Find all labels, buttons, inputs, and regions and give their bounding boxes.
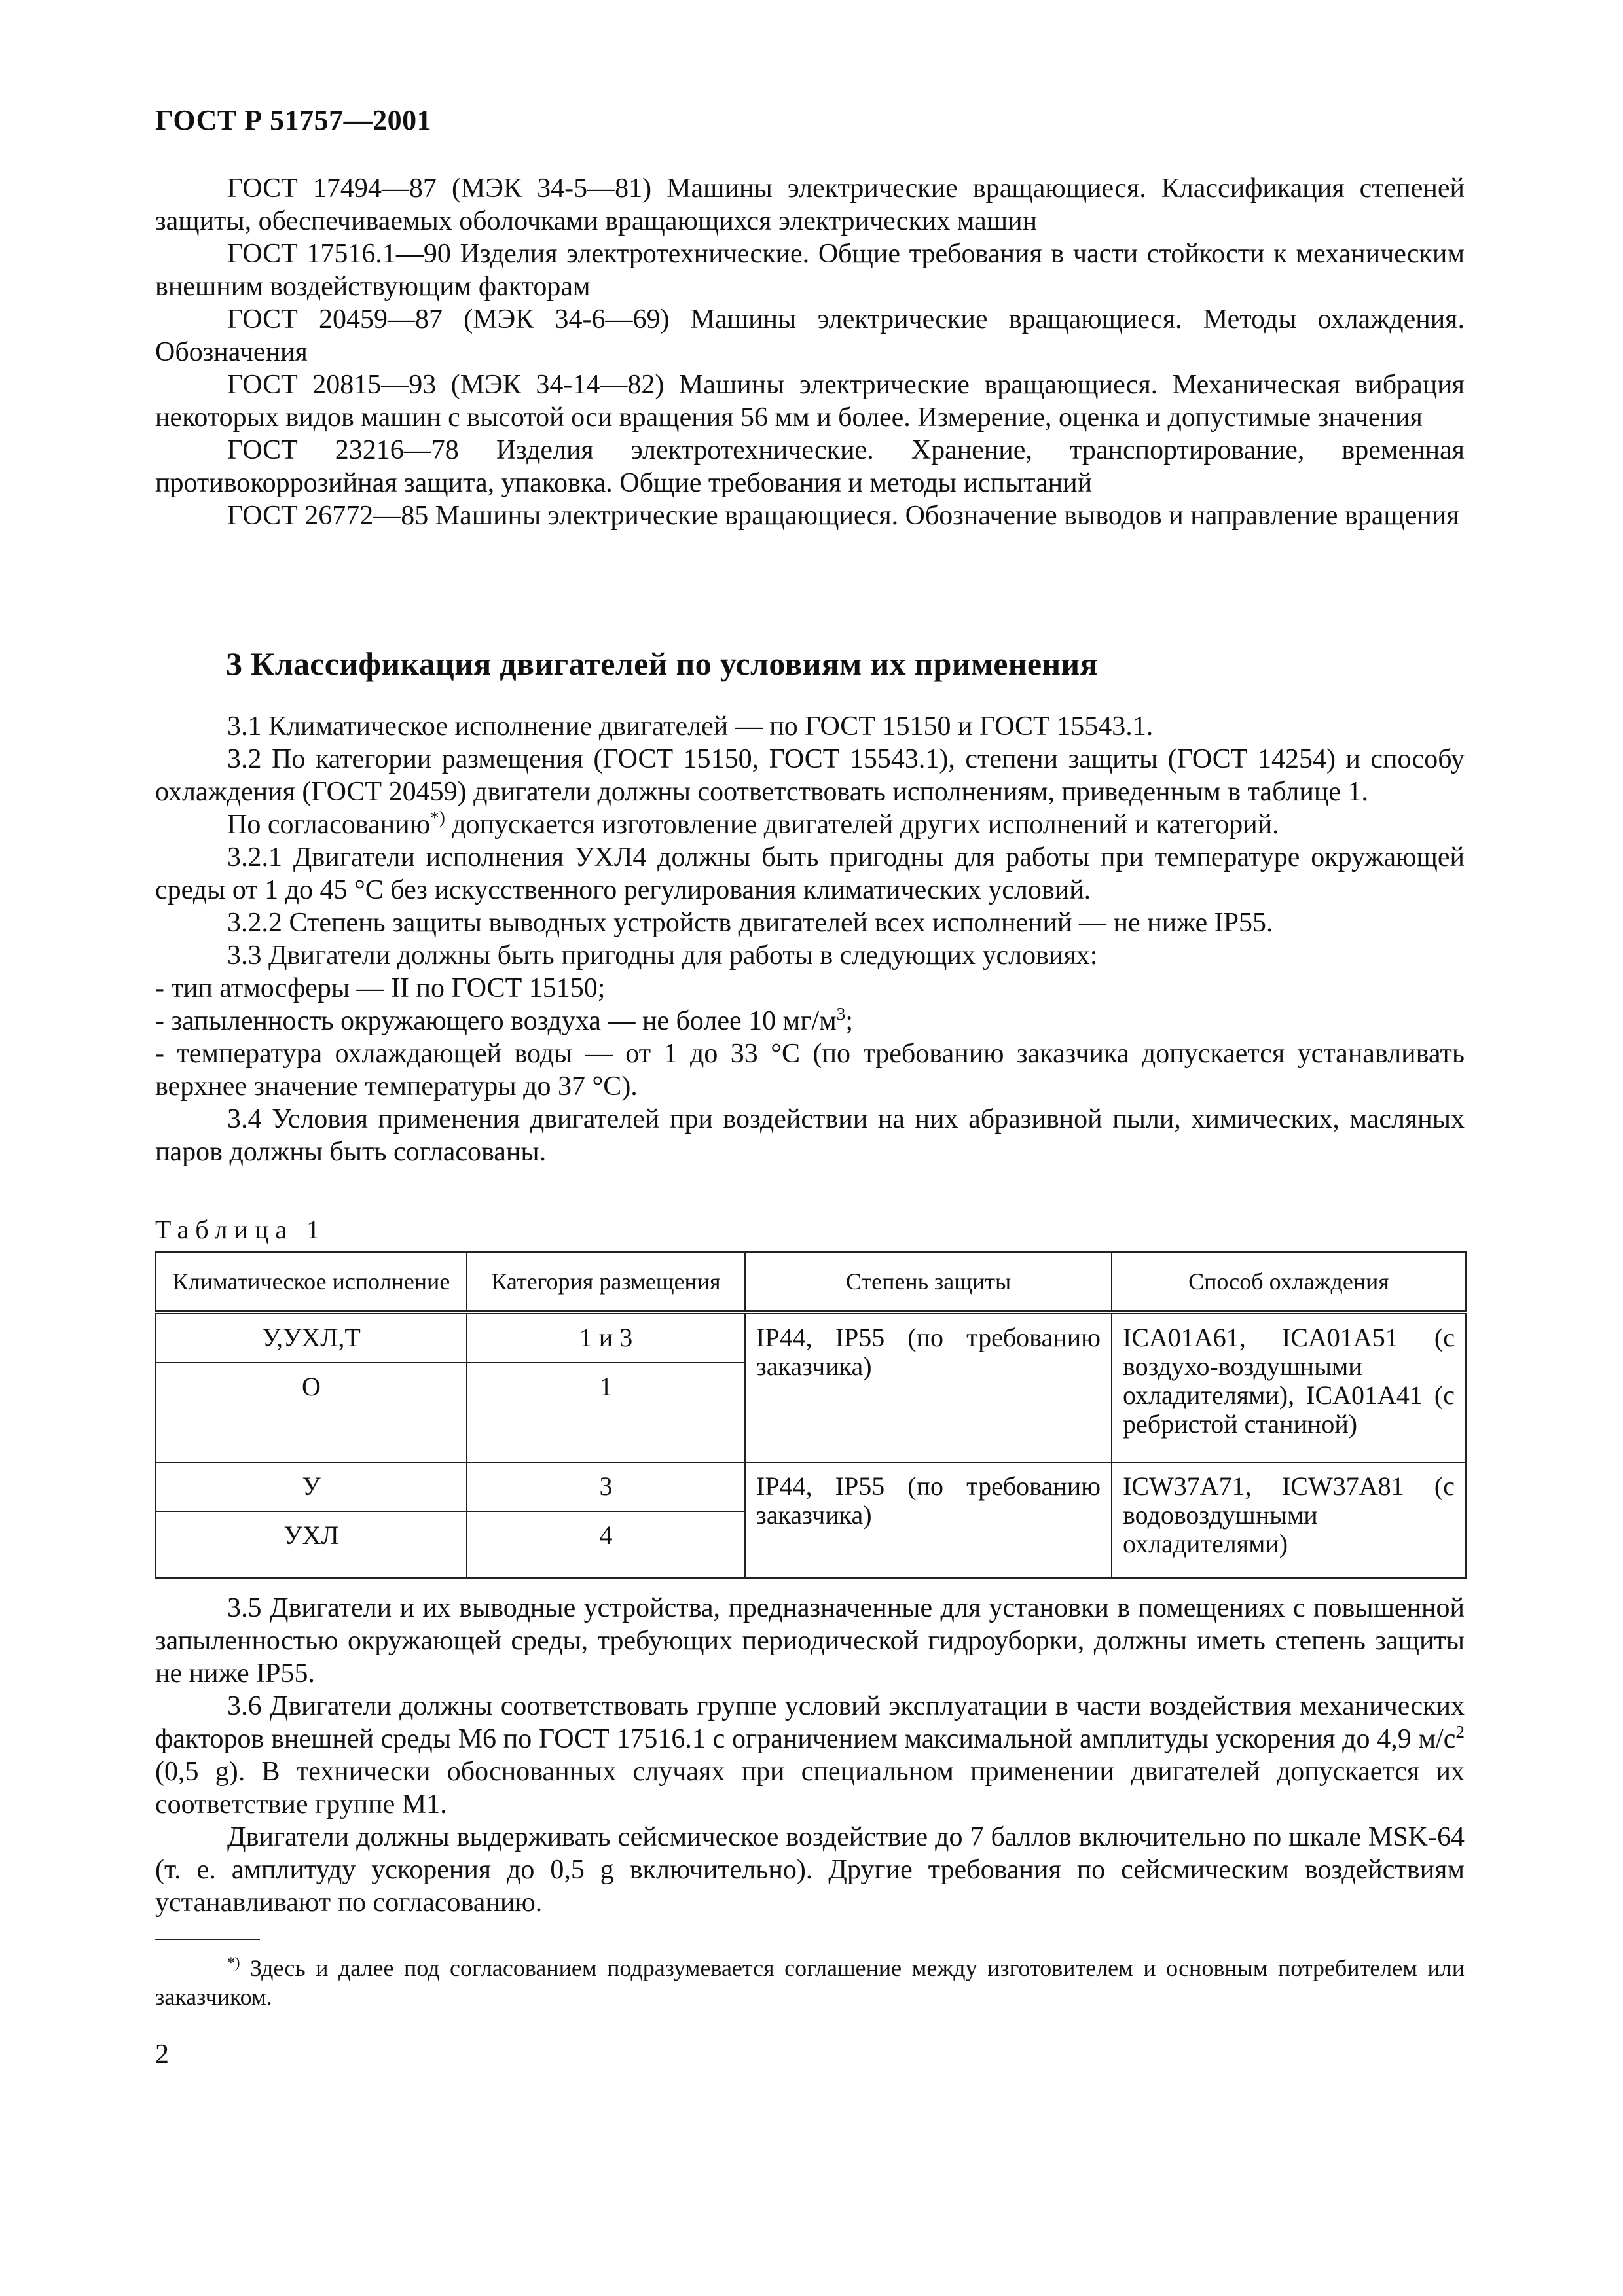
paragraph-3-5: 3.5 Двигатели и их выводные устройства, предназначенные для установки в помещениях с повышенной запыленностью окружающей среды, требующих периодической гидроуборки, должны иметь степень защиты не ниже IP55. bbox=[155, 1593, 1465, 1689]
paragraph-3-1: 3.1 Климатическое исполнение двигателей — по ГОСТ 15150 и ГОСТ 15543.1. bbox=[227, 711, 1154, 742]
cell-climate: У,УХЛ,Т bbox=[156, 1312, 467, 1363]
agreement-text-rest: допускается изготовление двигателей других исполнений и категорий. bbox=[445, 810, 1279, 840]
table-row bbox=[156, 1462, 1466, 1511]
reference-item: ГОСТ 23216—78 Изделия электротехнические. Хранение, транспортирование, временная противокоррозийная защита, упаковка. Общие требования и методы испытаний bbox=[155, 435, 1465, 498]
cell-climate: У bbox=[156, 1462, 467, 1511]
footnote bbox=[155, 1954, 1465, 2011]
paragraph-3-6-rest: (0,5 g). В технически обоснованных случаях при специальном применении двигателей допускается их соответствие группе М1. bbox=[155, 1757, 1465, 1820]
paragraph-3-6-text: 3.6 Двигатели должны соответствовать группе условий эксплуатации в части воздействия механических факторов внешней среды М6 по ГОСТ 17516.1 с ограничением максимальной амплитуды ускорения до 4,9 м/с bbox=[155, 1691, 1465, 1754]
page-number: 2 bbox=[155, 2039, 169, 2070]
table-header-row bbox=[156, 1252, 1466, 1312]
list-item bbox=[155, 1005, 1465, 1037]
cell-category: 4 bbox=[467, 1511, 745, 1578]
cell-category: 1 bbox=[467, 1363, 745, 1462]
cell-climate: О bbox=[156, 1363, 467, 1462]
list-item-text: - запыленность окружающего воздуха — не более 10 мг/м bbox=[155, 1006, 837, 1036]
cell-category: 1 и 3 bbox=[467, 1312, 745, 1363]
superscript: 2 bbox=[1455, 1722, 1465, 1742]
header-category: Категория размещения bbox=[467, 1252, 745, 1312]
paragraph-3-4: 3.4 Условия применения двигателей при воздействии на них абразивной пыли, химических, масляных паров должны быть согласованы. bbox=[155, 1104, 1465, 1167]
footnote-marker: *) bbox=[227, 1954, 240, 1971]
header-climate: Климатическое исполнение bbox=[156, 1252, 467, 1312]
header-protection: Степень защиты bbox=[745, 1252, 1112, 1312]
reference-item: ГОСТ 20459—87 (МЭК 34-6—69) Машины электрические вращающиеся. Методы охлаждения. Обозначения bbox=[155, 304, 1465, 367]
table-1 bbox=[155, 1251, 1467, 1579]
paragraph-3-3: 3.3 Двигатели должны быть пригодны для работы в следующих условиях: bbox=[227, 941, 1098, 971]
reference-item: ГОСТ 26772—85 Машины электрические вращающиеся. Обозначение выводов и направление вращения bbox=[227, 501, 1459, 531]
paragraph-seismic: Двигатели должны выдерживать сейсмическое воздействие до 7 баллов включительно по шкале MSK-64 (т. е. амплитуду ускорения до 0,5 g включительно). Другие требования по сейсмическим воздействиям устанавливают по согласованию. bbox=[155, 1822, 1465, 1918]
reference-item: ГОСТ 17494—87 (МЭК 34-5—81) Машины электрические вращающиеся. Классификация степеней защиты, обеспечиваемых оболочками вращающихся электрических машин bbox=[155, 173, 1465, 236]
agreement-text: По согласованию bbox=[227, 810, 431, 840]
list-item-end: ; bbox=[845, 1006, 853, 1036]
list-item: - температура охлаждающей воды — от 1 до 33 °С (по требованию заказчика допускается устанавливать верхнее значение температуры до 37 °С). bbox=[155, 1039, 1465, 1102]
reference-item: ГОСТ 17516.1—90 Изделия электротехнические. Общие требования в части стойкости к механическим внешним воздействующим факторам bbox=[155, 239, 1465, 302]
table-caption: Таблица 1 bbox=[155, 1215, 327, 1244]
section-title: 3 Классификация двигателей по условиям их применения bbox=[226, 645, 1098, 682]
paragraph-3-2-1: 3.2.1 Двигатели исполнения УХЛ4 должны быть пригодны для работы при температуре окружающей среды от 1 до 45 °С без искусственного регулирования климатических условий. bbox=[155, 842, 1465, 905]
cell-protection: IP44, IP55 (по требованию заказчика) bbox=[745, 1312, 1112, 1462]
cell-climate: УХЛ bbox=[156, 1511, 467, 1578]
header-cooling: Способ охлаждения bbox=[1112, 1252, 1466, 1312]
cell-category: 3 bbox=[467, 1462, 745, 1511]
footnote-text bbox=[155, 1954, 1465, 2011]
footnote-body: Здесь и далее под согласованием подразумевается соглашение между изготовителем и основным потребителем или заказчиком. bbox=[155, 1955, 1465, 2010]
list-item: - тип атмосферы — II по ГОСТ 15150; bbox=[155, 973, 606, 1003]
paragraph-agreement bbox=[155, 808, 1465, 841]
reference-item: ГОСТ 20815—93 (МЭК 34-14—82) Машины электрические вращающиеся. Механическая вибрация некоторых видов машин с высотой оси вращения 56 мм и более. Измерение, оценка и допустимые значения bbox=[155, 370, 1465, 433]
normative-references bbox=[155, 172, 1465, 532]
cell-cooling: ICW37A71, ICW37A81 (с водовоздушными охладителями) bbox=[1112, 1462, 1466, 1578]
document-header: ГОСТ Р 51757—2001 bbox=[155, 104, 432, 136]
paragraph-3-2-2: 3.2.2 Степень защиты выводных устройств двигателей всех исполнений — не ниже IP55. bbox=[227, 908, 1273, 938]
cell-cooling: ICA01A61, ICA01A51 (с воздухо-воздушными охладителями), ICA01A41 (с ребристой станиной) bbox=[1112, 1312, 1466, 1462]
section-3-body bbox=[155, 710, 1465, 1168]
cell-protection: IP44, IP55 (по требованию заказчика) bbox=[745, 1462, 1112, 1578]
footnote-marker: *) bbox=[430, 808, 445, 827]
after-table-body bbox=[155, 1592, 1465, 1919]
footnote-separator bbox=[155, 1939, 260, 1940]
paragraph-3-6 bbox=[155, 1690, 1465, 1821]
table-row bbox=[156, 1312, 1466, 1363]
paragraph-3-2: 3.2 По категории размещения (ГОСТ 15150, ГОСТ 15543.1), степени защиты (ГОСТ 14254) и способу охлаждения (ГОСТ 20459) двигатели должны соответствовать исполнениям, приведенным в таблице 1. bbox=[155, 744, 1465, 807]
superscript: 3 bbox=[836, 1004, 846, 1024]
